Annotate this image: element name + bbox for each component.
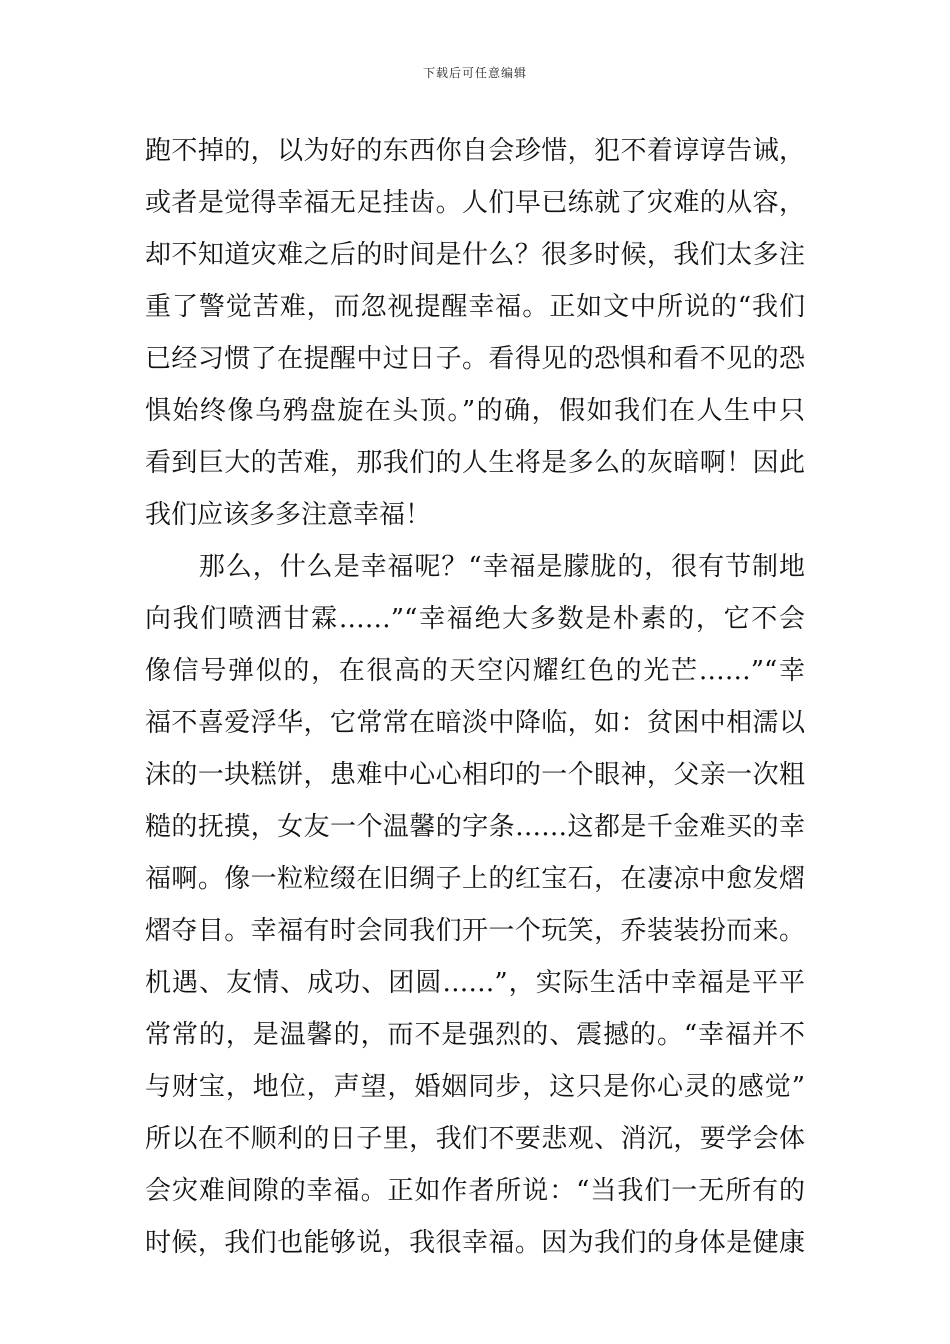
essay-body	[145, 125, 805, 1269]
text-line: 所以在不顺利的日子里，我们不要悲观、消沉，要学会体	[145, 1124, 805, 1154]
page-header: 下载后可任意编辑	[422, 66, 527, 80]
text-line: 跑不掉的，以为好的东西你自会珍惜，犯不着谆谆告诫，	[145, 136, 805, 166]
paragraph-end-line: 我们应该多多注意幸福！	[145, 500, 432, 530]
text-line: 会灾难间隙的幸福。正如作者所说：“当我们一无所有的	[145, 1176, 805, 1206]
text-line: 像信号弹似的，在很高的天空闪耀红色的光芒……”“幸	[145, 656, 805, 686]
text-line: 常常的，是温馨的，而不是强烈的、震撼的。“幸福并不	[145, 1020, 805, 1050]
text-line: 糙的抚摸，女友一个温馨的字条……这都是千金难买的幸	[145, 812, 805, 842]
text-line: 福不喜爱浮华，它常常在暗淡中降临，如：贫困中相濡以	[145, 708, 805, 738]
text-line: 向我们喷洒甘霖……”“幸福绝大多数是朴素的，它不会	[145, 604, 805, 634]
text-line: 却不知道灾难之后的时间是什么？很多时候，我们太多注	[145, 240, 805, 270]
text-line: 已经习惯了在提醒中过日子。看得见的恐惧和看不见的恐	[145, 344, 805, 374]
text-line: 沫的一块糕饼，患难中心心相印的一个眼神，父亲一次粗	[145, 760, 805, 790]
text-line: 与财宝，地位，声望，婚姻同步，这只是你心灵的感觉”	[145, 1072, 805, 1102]
text-line: 看到巨大的苦难，那我们的人生将是多么的灰暗啊！因此	[145, 448, 805, 478]
text-line: 熠夺目。幸福有时会同我们开一个玩笑，乔装装扮而来。	[145, 916, 805, 946]
paragraph-start-line: 那么，什么是幸福呢？“幸福是朦胧的，很有节制地	[145, 552, 805, 582]
text-line: 时候，我们也能够说，我很幸福。因为我们的身体是健康	[145, 1228, 805, 1258]
text-line: 惧始终像乌鸦盘旋在头顶。”的确，假如我们在人生中只	[145, 396, 805, 426]
text-line: 福啊。像一粒粒缀在旧绸子上的红宝石，在凄凉中愈发熠	[145, 864, 805, 894]
text-line: 或者是觉得幸福无足挂齿。人们早已练就了灾难的从容，	[145, 188, 805, 218]
text-line: 机遇、友情、成功、团圆……”，实际生活中幸福是平平	[145, 968, 805, 998]
text-line: 重了警觉苦难，而忽视提醒幸福。正如文中所说的“我们	[145, 292, 805, 322]
